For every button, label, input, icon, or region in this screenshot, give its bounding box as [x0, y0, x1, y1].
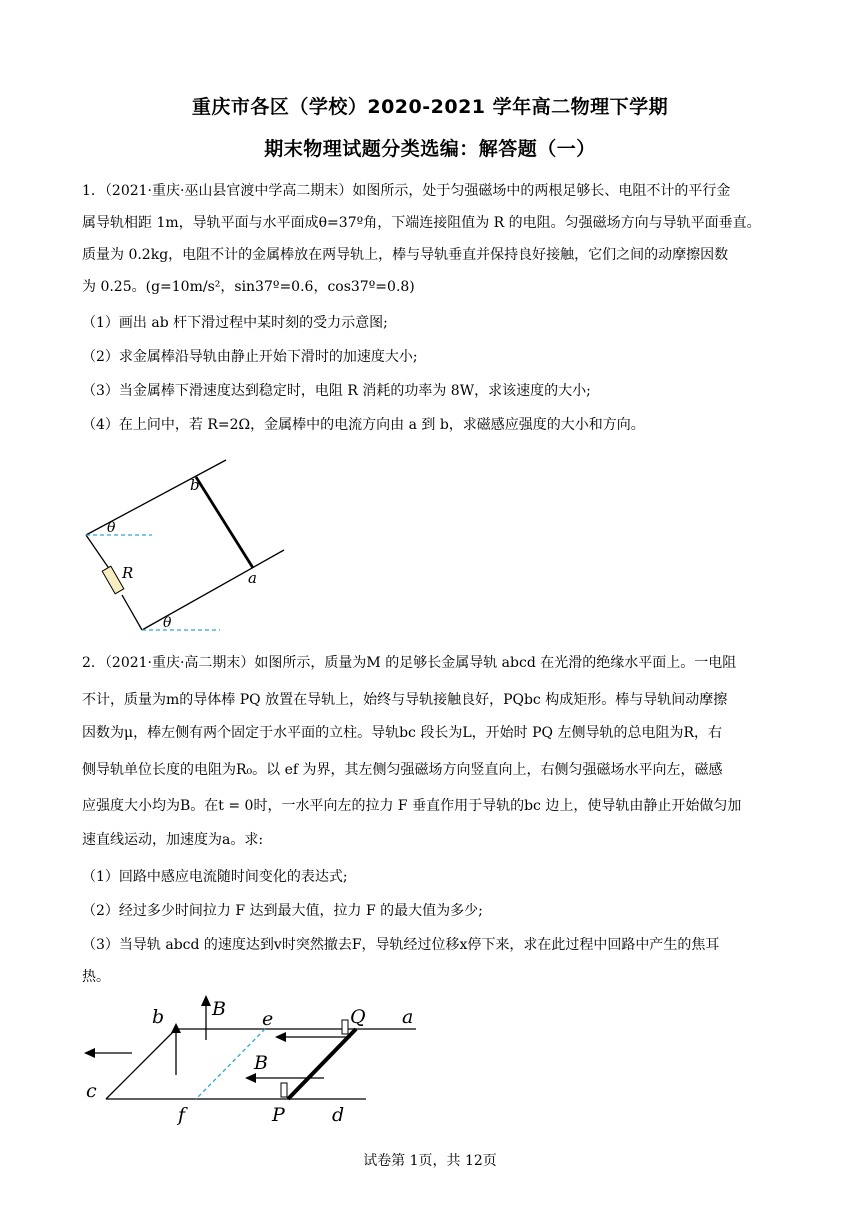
- q1-subquestion-3: （3）当金属棒下滑速度达到稳定时，电阻 R 消耗的功率为 8W，求该速度的大小;: [82, 383, 591, 399]
- label-B-up: B: [212, 998, 226, 1020]
- rail-bc: [106, 1029, 176, 1099]
- resistor-wire-top: [86, 535, 110, 570]
- label-B-left: B: [254, 1052, 268, 1074]
- post-P: [281, 1083, 287, 1097]
- post-Q: [342, 1020, 348, 1034]
- metal-rod-ab: [196, 477, 253, 568]
- q2-figure-rails: [76, 995, 436, 1125]
- label-c: c: [86, 1080, 97, 1102]
- label-theta-top: θ: [107, 520, 116, 536]
- q2-text-line: 侧导轨单位长度的电阻为R₀。以 ef 为界，其左侧匀强磁场方向竖直向上，右侧匀强磁场水平向左，磁感: [82, 762, 723, 778]
- label-b: b: [190, 476, 200, 494]
- field-B-arrowhead-2: [245, 1073, 256, 1083]
- label-b: b: [152, 1006, 165, 1028]
- label-Q: Q: [350, 1006, 366, 1028]
- label-f: f: [178, 1104, 186, 1125]
- label-P: P: [272, 1104, 285, 1125]
- resistor-wire-bottom: [122, 595, 142, 630]
- q1-text-line: 为 0.25。(g=10m/s²，sin37º=0.6，cos37º=0.8): [82, 279, 415, 295]
- label-a: a: [248, 569, 257, 587]
- page-footer: 试卷第 1页，共 12页: [363, 1153, 497, 1169]
- label-a: a: [402, 1006, 414, 1028]
- q2-subquestion-3: （3）当导轨 abcd 的速度达到v时突然撤去F，导轨经过位移x停下来，求在此过程中回路中产生的焦耳: [82, 937, 720, 953]
- q2-text-line: 2．（2021·重庆·高二期末）如图所示，质量为M 的足够长金属导轨 abcd 在光滑的绝缘水平面上。一电阻: [82, 655, 737, 671]
- q2-text-line: 不计，质量为m的导体棒 PQ 放置在导轨上，始终与导轨接触良好，PQbc 构成矩形。棒与导轨间动摩擦: [82, 692, 728, 708]
- q1-text-line: 质量为 0.2kg，电阻不计的金属棒放在两导轨上，棒与导轨垂直并保持良好接触，它们之间的动摩擦因数: [82, 247, 729, 263]
- page-title-line-2: 期末物理试题分类选编：解答题（一）: [264, 138, 596, 160]
- q1-figure-inclined-rails: [70, 450, 310, 640]
- q1-subquestion-1: （1）画出 ab 杆下滑过程中某时刻的受力示意图;: [82, 315, 388, 331]
- q2-text-line: 因数为μ，棒左侧有两个固定于水平面的立柱。导轨bc 段长为L，开始时 PQ 左侧导轨的总电阻为R，右: [82, 725, 722, 741]
- label-theta-bottom: θ: [163, 615, 172, 631]
- label-R: R: [122, 564, 134, 582]
- q2-text-line: 速直线运动，加速度为a。求:: [82, 832, 264, 848]
- page-title-line-1: 重庆市各区（学校）2020-2021 学年高二物理下学期: [191, 96, 669, 118]
- label-e: e: [262, 1008, 274, 1030]
- q1-subquestion-4: （4）在上问中，若 R=2Ω，金属棒中的电流方向由 a 到 b，求磁感应强度的大小和方向。: [82, 417, 645, 433]
- post-arrowhead-b: [171, 1023, 181, 1033]
- q1-text-line: 1．（2021·重庆·巫山县官渡中学高二期末）如图所示，处于匀强磁场中的两根足够长、电阻不计的平行金: [82, 183, 731, 199]
- q1-subquestion-2: （2）求金属棒沿导轨由静止开始下滑时的加速度大小;: [82, 349, 418, 365]
- label-d: d: [332, 1104, 345, 1125]
- field-B-arrowhead-1: [275, 1032, 286, 1042]
- q2-subquestion-2: （2）经过多少时间拉力 F 达到最大值，拉力 F 的最大值为多少;: [82, 903, 483, 919]
- q2-subquestion-3-cont: 热。: [82, 969, 110, 985]
- q1-text-line: 属导轨相距 1m，导轨平面与水平面成θ=37º角，下端连接阻值为 R 的电阻。匀强磁场方向与导轨平面垂直。: [82, 215, 761, 231]
- q2-subquestion-1: （1）回路中感应电流随时间变化的表达式;: [82, 869, 348, 885]
- conductor-PQ: [288, 1029, 356, 1099]
- q2-text-line: 应强度大小均为B。在t = 0时，一水平向左的拉力 F 垂直作用于导轨的bc 边上，使导轨由静止开始做匀加: [82, 798, 742, 814]
- resistor-R: [102, 566, 124, 594]
- field-B-up-arrowhead: [201, 995, 211, 1006]
- force-F-arrowhead: [84, 1048, 95, 1058]
